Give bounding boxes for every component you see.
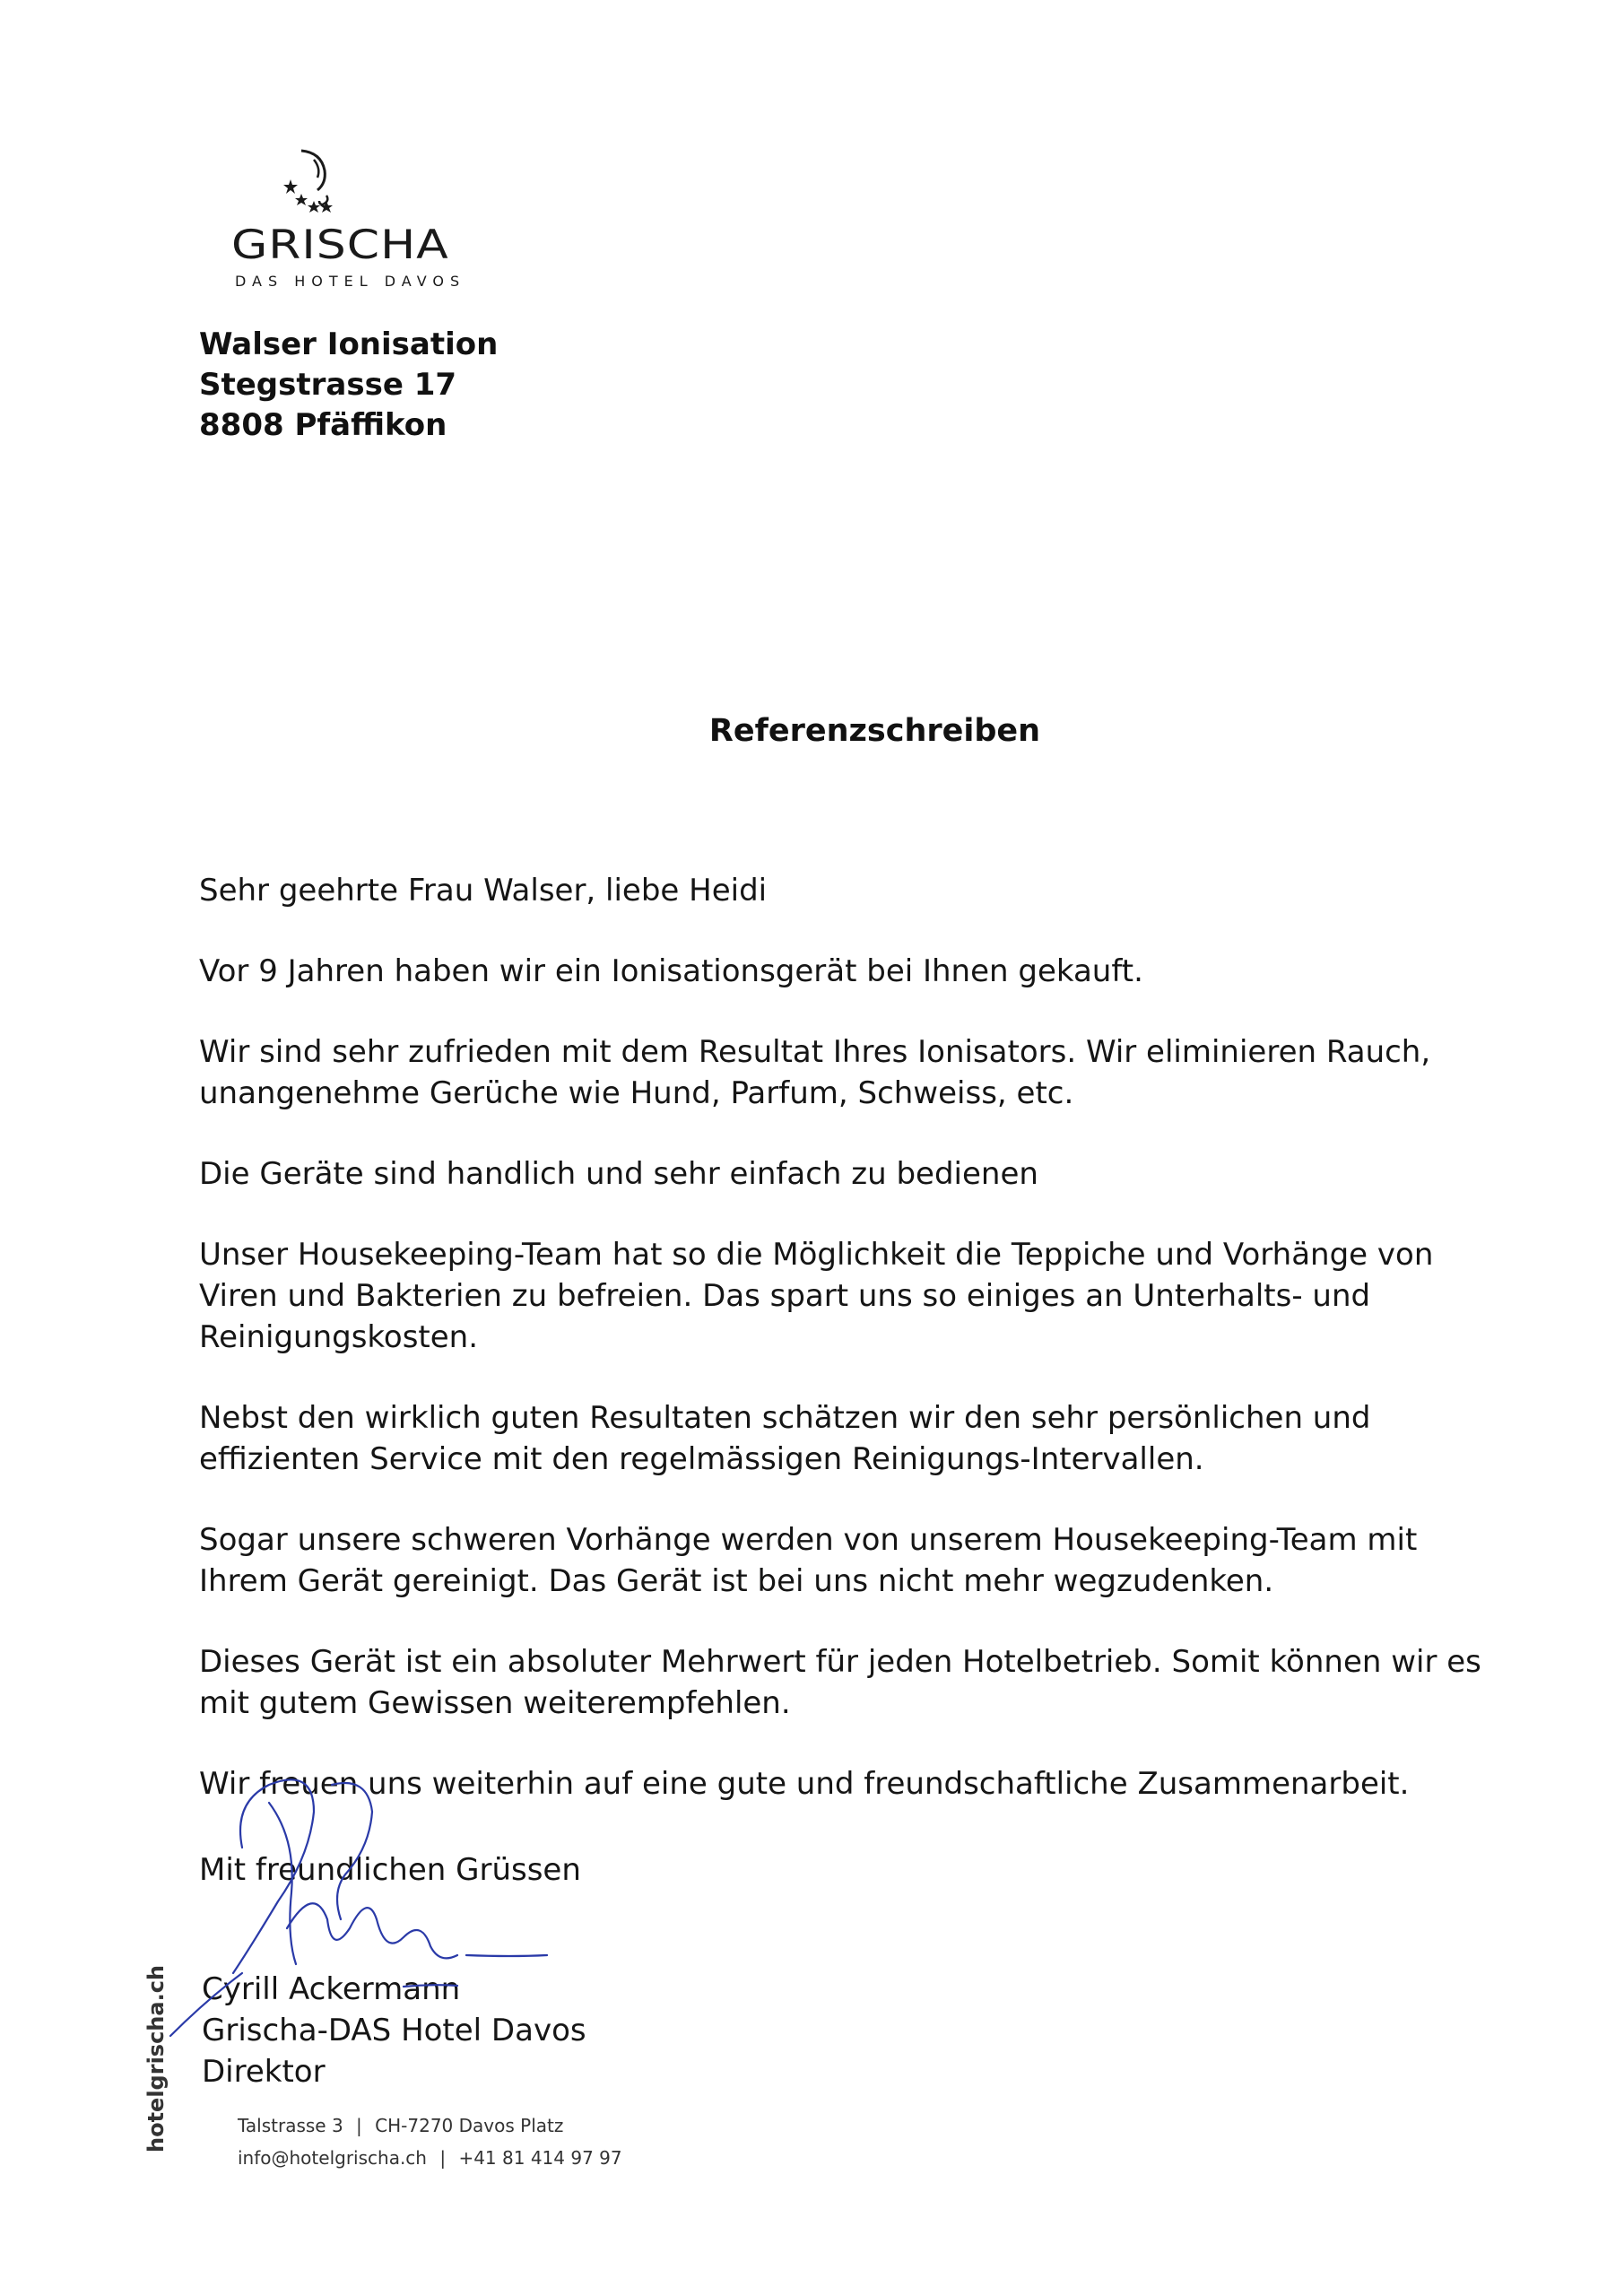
paragraph-6 xyxy=(199,1519,1455,1602)
footer-separator: | xyxy=(356,2115,362,2136)
footer-phone: +41 81 414 97 97 xyxy=(458,2147,622,2169)
sender-name: Cyrill Ackermann xyxy=(202,1971,461,2007)
letter-body xyxy=(199,870,1481,1844)
paragraph-3-line-1: Die Geräte sind handlich und sehr einfach zu bedienen xyxy=(199,1156,1038,1192)
footer-separator-2: | xyxy=(439,2147,447,2169)
paragraph-1 xyxy=(199,951,1455,992)
paragraph-1-line-1: Vor 9 Jahren haben wir ein Ionisationsgerät bei Ihnen gekauft. xyxy=(199,953,1143,989)
footer-contact-line xyxy=(238,2142,622,2174)
footer-email: info@hotelgrischa.ch xyxy=(238,2147,427,2169)
paragraph-3 xyxy=(199,1153,1455,1195)
paragraph-2-line-2: unangenehme Gerüche wie Hund, Parfum, Schweiss, etc. xyxy=(199,1075,1074,1111)
paragraph-7-line-2: mit gutem Gewissen weiterempfehlen. xyxy=(199,1685,791,1721)
logo-brand-name: GRISCHA xyxy=(231,222,449,268)
paragraph-8-line-1: Wir freuen uns weiterhin auf eine gute und freundschaftliche Zusammenarbeit. xyxy=(199,1766,1410,1802)
paragraph-2-line-1: Wir sind sehr zufrieden mit dem Resultat Ihres Ionisators. Wir eliminieren Rauch, xyxy=(199,1034,1431,1070)
letter-subject: Referenzschreiben xyxy=(708,713,1041,749)
footer-address-line xyxy=(238,2109,622,2142)
sender-company: Grischa-DAS Hotel Davos xyxy=(202,2013,586,2048)
recipient-line-2: Stegstrasse 17 xyxy=(199,367,457,403)
paragraph-6-line-1: Sogar unsere schweren Vorhänge werden von unserem Housekeeping-Team mit xyxy=(199,1522,1418,1558)
paragraph-7-line-1: Dieses Gerät ist ein absoluter Mehrwert für jeden Hotelbetrieb. Somit können wir es xyxy=(199,1644,1481,1680)
sender-block xyxy=(202,1969,586,2092)
paragraph-5-line-2: effizienten Service mit den regelmässigen Reinigungs-Intervallen. xyxy=(199,1441,1204,1477)
paragraph-4 xyxy=(199,1234,1455,1358)
footer-street: Talstrasse 3 xyxy=(238,2115,343,2136)
letter-footer xyxy=(238,2109,622,2174)
recipient-address xyxy=(199,325,498,446)
salutation-text: Sehr geehrte Frau Walser, liebe Heidi xyxy=(199,873,768,909)
paragraph-7 xyxy=(199,1641,1481,1724)
salutation xyxy=(199,870,1455,911)
recipient-line-1: Walser Ionisation xyxy=(199,326,499,362)
closing-greeting: Mit freundlichen Grüssen xyxy=(199,1852,581,1888)
vertical-website-text: hotelgrischa.ch xyxy=(143,1964,169,2152)
logo-tagline: DAS HOTEL DAVOS xyxy=(235,273,466,290)
paragraph-4-line-3: Reinigungskosten. xyxy=(199,1319,479,1355)
paragraph-2 xyxy=(199,1031,1455,1114)
paragraph-5 xyxy=(199,1397,1455,1480)
paragraph-4-line-2: Viren und Bakterien zu befreien. Das spart uns so einiges an Unterhalts- und xyxy=(199,1278,1371,1314)
logo-moon-stars-icon xyxy=(274,144,355,224)
paragraph-6-line-2: Ihrem Gerät gereinigt. Das Gerät ist bei uns nicht mehr wegzudenken. xyxy=(199,1563,1274,1599)
recipient-line-3: 8808 Pfäffikon xyxy=(199,407,447,443)
hotel-logo xyxy=(231,144,500,290)
paragraph-4-line-1: Unser Housekeeping-Team hat so die Möglichkeit die Teppiche und Vorhänge von xyxy=(199,1237,1434,1273)
footer-city: CH-7270 Davos Platz xyxy=(375,2115,564,2136)
paragraph-5-line-1: Nebst den wirklich guten Resultaten schätzen wir den sehr persönlichen und xyxy=(199,1400,1371,1436)
paragraph-8 xyxy=(199,1763,1455,1805)
sender-title: Direktor xyxy=(202,2054,326,2090)
